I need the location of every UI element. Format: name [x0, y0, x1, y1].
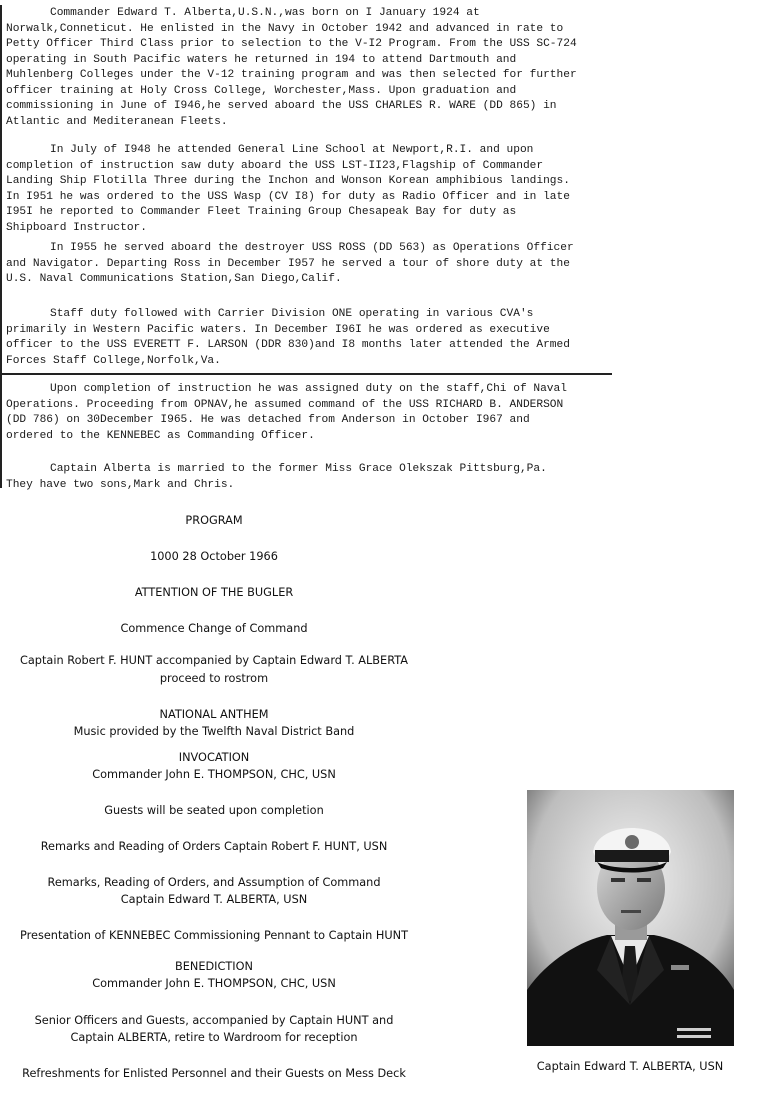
national-anthem: NATIONAL ANTHEM	[159, 708, 269, 721]
commence-change: Commence Change of Command	[120, 622, 308, 635]
proceed-line-2: proceed to rostrom	[159, 672, 269, 685]
bio-paragraph-1	[6, 6, 578, 130]
program-heading: PROGRAM	[185, 514, 243, 527]
invocation: INVOCATION	[178, 751, 250, 764]
bio-paragraph-3	[6, 241, 578, 288]
bio-text-6: Captain Alberta is married to the former Miss Grace Olekszak Pittsburg,Pa. They have two sons,Mark and Chris.	[6, 463, 547, 491]
bio-text-3: In I955 he served aboard the destroyer USS ROSS (DD 563) as Operations Officer and Navigator. Departing Ross in December I957 he served a tour of shore duty at the U.S. Naval Communications Station,San Diego,Calif.	[6, 242, 574, 285]
music-credit: Music provided by the Twelfth Naval District Band	[73, 725, 355, 738]
remarks-hunt: Remarks and Reading of Orders Captain Robert F. HUNT, USN	[40, 840, 388, 853]
refreshments: Refreshments for Enlisted Personnel and their Guests on Mess Deck	[22, 1067, 406, 1080]
guests-seated: Guests will be seated upon completion	[104, 804, 324, 817]
pennant-presentation: Presentation of KENNEBEC Commissioning Pennant to Captain HUNT	[19, 929, 408, 942]
bio-top-rule	[0, 5, 2, 373]
benediction-by: Commander John E. THOMPSON, CHC, USN	[92, 977, 336, 990]
attention-bugler: ATTENTION OF THE BUGLER	[134, 586, 294, 599]
photo-caption: Captain Edward T. ALBERTA, USN	[536, 1060, 724, 1073]
remarks-alberta-line-1: Remarks, Reading of Orders, and Assumption of Command	[47, 876, 381, 889]
bio-text-4: Staff duty followed with Carrier Division ONE operating in various CVA's primarily in Western Pacific waters. In December I96I he was ordered as executive officer to the USS EVERETT F. LARSON (DDR 830)and I8 months later attended the Armed Forces Staff College,Norfolk,Va.	[6, 308, 570, 367]
bio-text-1: Commander Edward T. Alberta,U.S.N.,was born on I January 1924 at Norwalk,Conneticut. He enlisted in the Navy in October 1942 and advanced in rate to Petty Officer Third Class prior to selection to the V-I2 Program. From the USS SC-724 operating in South Pacific waters he returned in 194 to attend Dartmouth and Muhlenberg Colleges under the V-12 training program and was then selected for further officer training at Holy Cross College, Worchester,Mass. Upon graduation and commissioning in June of I946,he served aboard the USS CHARLES R. WARE (DD 865) in Atlantic and Mediteranean Fleets.	[6, 7, 577, 128]
invocation-by: Commander John E. THOMPSON, CHC, USN	[92, 768, 336, 781]
bio-left-rule	[0, 373, 2, 488]
portrait-illustration	[527, 790, 734, 1046]
bio-paragraph-5	[6, 382, 578, 444]
bio-paragraph-6	[6, 462, 578, 493]
captain-portrait-photo	[527, 790, 734, 1046]
proceed-line-1: Captain Robert F. HUNT accompanied by Captain Edward T. ALBERTA	[20, 654, 408, 667]
program-date: 1000 28 October 1966	[150, 550, 278, 563]
bio-paragraph-2	[6, 143, 578, 236]
retire-line-2: Captain ALBERTA, retire to Wardroom for reception	[70, 1031, 358, 1044]
bio-text-2: In July of I948 he attended General Line School at Newport,R.I. and upon completion of instruction saw duty aboard the USS LST-II23,Flagship of Commander Landing Ship Flotilla Three during the Inchon and Wonson Korean amphibious landings. In I951 he was ordered to the USS Wasp (CV I8) for duty as Radio Officer and in late I95I he reported to Commander Fleet Training Group Chesapeak Bay for duty as Shipboard Instructor.	[6, 144, 570, 234]
bio-text-5: Upon completion of instruction he was assigned duty on the staff,Chi of Naval Operations. Proceeding from OPNAV,he assumed command of the USS RICHARD B. ANDERSON (DD 786) on 30December I965. He was detached from Anderson in October I967 and ordered to the KENNEBEC as Commanding Officer.	[6, 383, 567, 442]
retire-line-1: Senior Officers and Guests, accompanied by Captain HUNT and	[34, 1014, 394, 1027]
bio-divider	[0, 373, 612, 375]
remarks-alberta-line-2: Captain Edward T. ALBERTA, USN	[120, 893, 308, 906]
bio-paragraph-4	[6, 307, 578, 369]
benediction: BENEDICTION	[175, 960, 253, 973]
